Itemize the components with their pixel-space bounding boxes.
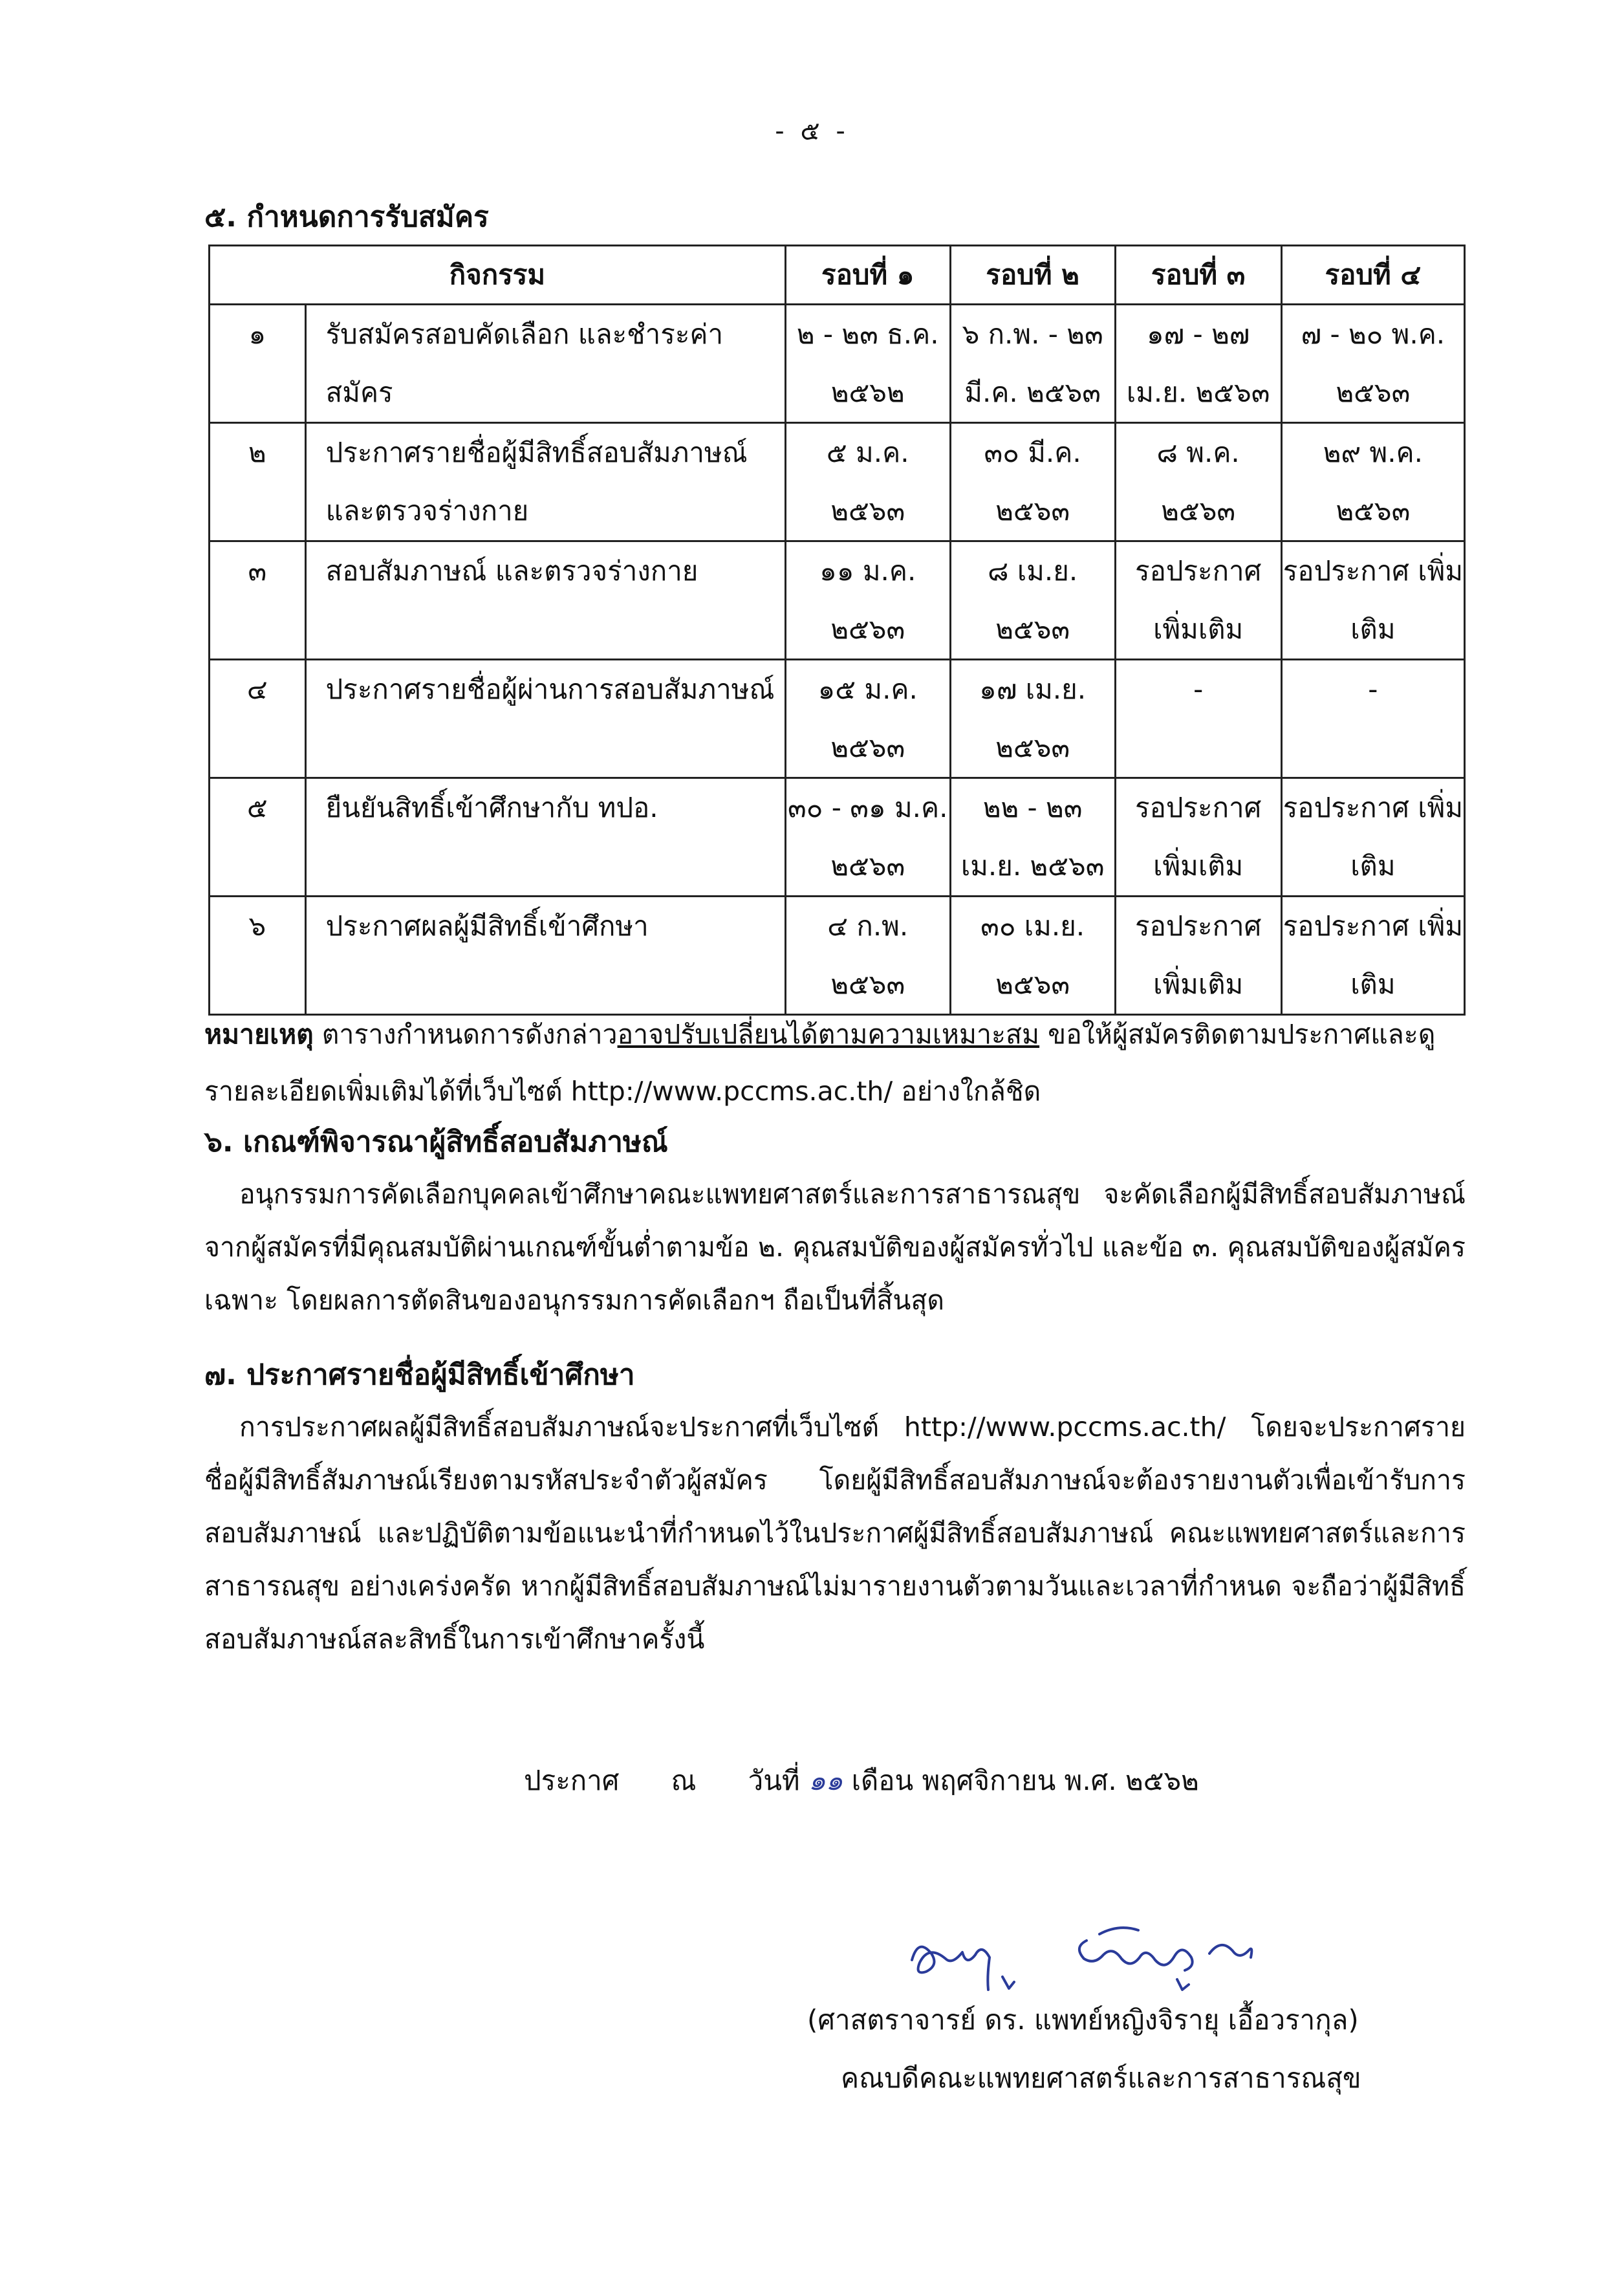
row-round-1: ๔ ก.พ. ๒๕๖๓ — [785, 897, 950, 1015]
row-activity: ประกาศผลผู้มีสิทธิ์เข้าศึกษา — [305, 897, 785, 1015]
header-round-1: รอบที่ ๑ — [785, 246, 950, 305]
row-round-2: ๘ เม.ย. ๒๕๖๓ — [950, 541, 1115, 660]
schedule-table — [208, 245, 1466, 1016]
note-label: หมายเหตุ — [204, 1019, 314, 1050]
header-round-2: รอบที่ ๒ — [950, 246, 1115, 305]
row-round-3: - — [1115, 660, 1281, 778]
announcement-day: ๑๑ — [808, 1765, 843, 1796]
announcement-suffix: เดือน พฤศจิกายน พ.ศ. ๒๕๖๒ — [843, 1765, 1199, 1796]
note-text-continued: ขอให้ผู้สมัครติดตามประกาศและดูรายละเอียดเพิ่มเติมได้ที่เว็บไซต์ http://www.pccms.ac.th/ อย่างใกล้ชิด — [204, 1019, 1436, 1107]
row-round-4: รอประกาศ เพิ่มเติม — [1281, 778, 1464, 897]
row-round-1: ๕ ม.ค. ๒๕๖๓ — [785, 423, 950, 541]
schedule-note — [204, 1006, 1466, 1120]
row-activity: รับสมัครสอบคัดเลือก และชำระค่าสมัคร — [305, 305, 785, 423]
row-activity: ประกาศรายชื่อผู้ผ่านการสอบสัมภาษณ์ — [305, 660, 785, 778]
row-round-4: - — [1281, 660, 1464, 778]
row-round-2: ๒๒ - ๒๓ เม.ย. ๒๕๖๓ — [950, 778, 1115, 897]
row-activity: ยืนยันสิทธิ์เข้าศึกษากับ ทปอ. — [305, 778, 785, 897]
row-number: ๓ — [210, 541, 306, 660]
header-round-4: รอบที่ ๔ — [1281, 246, 1464, 305]
table-row — [210, 660, 1465, 778]
row-round-2: ๓๐ เม.ย. ๒๕๖๓ — [950, 897, 1115, 1015]
row-round-4: ๗ - ๒๐ พ.ค. ๒๕๖๓ — [1281, 305, 1464, 423]
row-round-2: ๖ ก.พ. - ๒๓ มี.ค. ๒๕๖๓ — [950, 305, 1115, 423]
row-round-3: รอประกาศ เพิ่มเติม — [1115, 541, 1281, 660]
note-underlined-text: อาจปรับเปลี่ยนได้ตามความเหมาะสม — [617, 1019, 1040, 1050]
row-round-4: ๒๙ พ.ค. ๒๕๖๓ — [1281, 423, 1464, 541]
row-activity: ประกาศรายชื่อผู้มีสิทธิ์สอบสัมภาษณ์ และตรวจร่างกาย — [305, 423, 785, 541]
section-7-heading: ๗. ประกาศรายชื่อผู้มีสิทธิ์เข้าศึกษา — [204, 1358, 635, 1391]
table-row — [210, 305, 1465, 423]
row-round-3: รอประกาศ เพิ่มเติม — [1115, 897, 1281, 1015]
row-round-4: รอประกาศ เพิ่มเติม — [1281, 897, 1464, 1015]
section-5-heading: ๕. กำหนดการรับสมัคร — [204, 201, 489, 234]
row-number: ๑ — [210, 305, 306, 423]
row-round-3: ๑๗ - ๒๗ เม.ย. ๒๕๖๓ — [1115, 305, 1281, 423]
table-row — [210, 423, 1465, 541]
table-row — [210, 897, 1465, 1015]
table-header-row — [210, 246, 1465, 305]
section-7-body: การประกาศผลผู้มีสิทธิ์สอบสัมภาษณ์จะประกาศที่เว็บไซต์ http://www.pccms.ac.th/ โดยจะประกาศรายชื่อผู้มีสิทธิ์สัมภาษณ์เรียงตามรหัสประจำตัวผู้สมัคร โดยผู้มีสิทธิ์สอบสัมภาษณ์จะต้องรายงานตัวเพื่อเข้ารับการสอบสัมภาษณ์ และปฏิบัติตามข้อแนะนำที่กำหนดไว้ในประกาศผู้มีสิทธิ์สอบสัมภาษณ์ คณะแพทยศาสตร์และการสาธารณสุข อย่างเคร่งครัด หากผู้มีสิทธิ์สอบสัมภาษณ์ไม่มารายงานตัวตามวันและเวลาที่กำหนด จะถือว่าผู้มีสิทธิ์สอบสัมภาษณ์สละสิทธิ์ในการเข้าศึกษาครั้งนี้ — [204, 1411, 1466, 1655]
row-round-1: ๒ - ๒๓ ธ.ค. ๒๕๖๒ — [785, 305, 950, 423]
handwritten-signature — [905, 1915, 1294, 2012]
page-number: - ๕ - — [775, 116, 849, 146]
row-activity: สอบสัมภาษณ์ และตรวจร่างกาย — [305, 541, 785, 660]
row-round-2: ๓๐ มี.ค. ๒๕๖๓ — [950, 423, 1115, 541]
header-activity: กิจกรรม — [210, 246, 786, 305]
row-number: ๖ — [210, 897, 306, 1015]
row-round-2: ๑๗ เม.ย. ๒๕๖๓ — [950, 660, 1115, 778]
header-round-3: รอบที่ ๓ — [1115, 246, 1281, 305]
table-row — [210, 541, 1465, 660]
table-row — [210, 778, 1465, 897]
row-round-1: ๑๕ ม.ค. ๒๕๖๓ — [785, 660, 950, 778]
row-round-3: ๘ พ.ค. ๒๕๖๓ — [1115, 423, 1281, 541]
section-6-body: อนุกรรมการคัดเลือกบุคคลเข้าศึกษาคณะแพทยศาสตร์และการสาธารณสุข จะคัดเลือกผู้มีสิทธิ์สอบสัมภาษณ์จากผู้สมัครที่มีคุณสมบัติผ่านเกณฑ์ขั้นต่ำตามข้อ ๒. คุณสมบัติของผู้สมัครทั่วไป และข้อ ๓. คุณสมบัติของผู้สมัครเฉพาะ โดยผลการตัดสินของอนุกรรมการคัดเลือกฯ ถือเป็นที่สิ้นสุด — [204, 1179, 1466, 1316]
row-round-3: รอประกาศ เพิ่มเติม — [1115, 778, 1281, 897]
signer-name: (ศาสตราจารย์ ดร. แพทย์หญิงจิรายุ เอื้อวรากุล) — [807, 2004, 1359, 2036]
row-number: ๕ — [210, 778, 306, 897]
announcement-date-line — [524, 1759, 1199, 1802]
section-6-heading: ๖. เกณฑ์พิจารณาผู้สิทธิ์สอบสัมภาษณ์ — [204, 1126, 668, 1159]
note-text: ตารางกำหนดการดังกล่าว — [313, 1019, 618, 1050]
row-number: ๒ — [210, 423, 306, 541]
row-round-1: ๑๑ ม.ค. ๒๕๖๓ — [785, 541, 950, 660]
announcement-prefix: ประกาศ ณ วันที่ — [524, 1765, 808, 1796]
row-round-4: รอประกาศ เพิ่มเติม — [1281, 541, 1464, 660]
row-round-1: ๓๐ - ๓๑ ม.ค. ๒๕๖๓ — [785, 778, 950, 897]
row-number: ๔ — [210, 660, 306, 778]
signer-title: คณบดีคณะแพทยศาสตร์และการสาธารณสุข — [841, 2062, 1361, 2094]
